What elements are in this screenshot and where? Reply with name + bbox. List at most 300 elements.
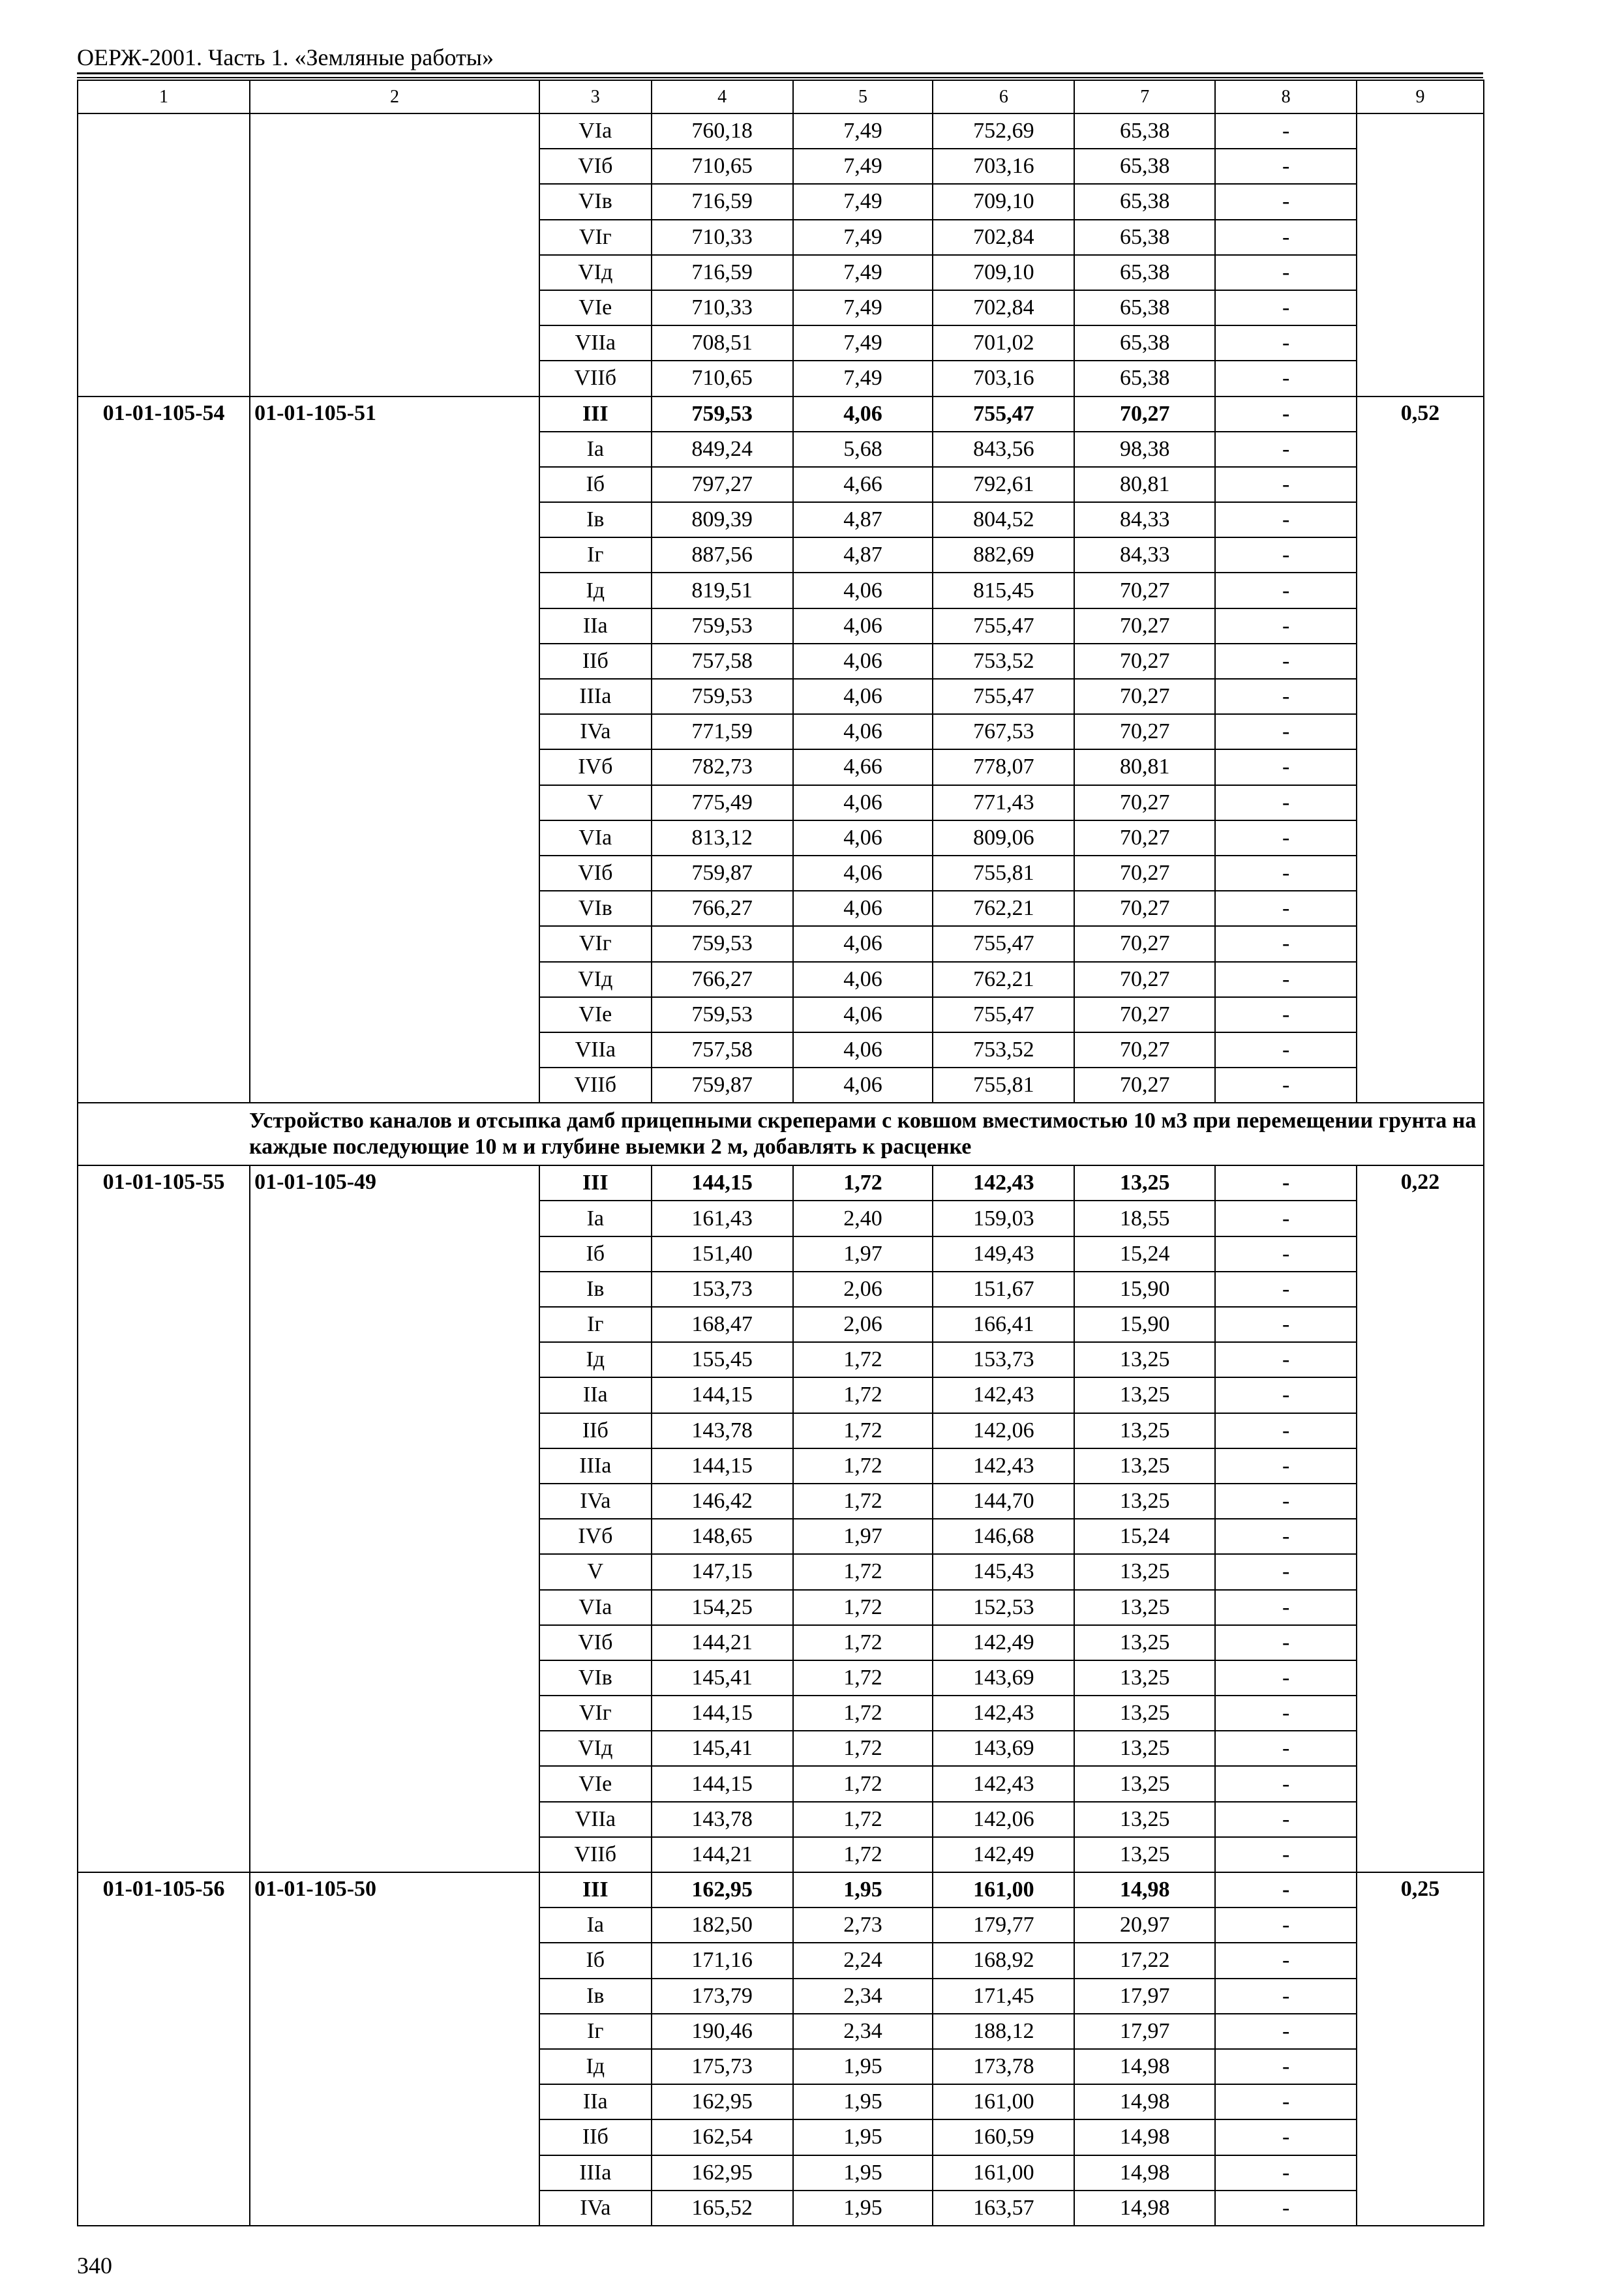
zone-cell: VIд: [539, 1731, 652, 1766]
operator-wage-cell: 14,98: [1074, 2119, 1215, 2155]
machine-cost-cell: 149,43: [933, 1236, 1074, 1272]
labor-cost-cell: 1,72: [793, 1802, 933, 1837]
direct-cost-cell: 168,47: [652, 1307, 793, 1342]
material-cost-cell: -: [1215, 1872, 1357, 1908]
operator-wage-cell: 80,81: [1074, 467, 1215, 502]
machine-cost-cell: 882,69: [933, 537, 1074, 573]
labor-cost-cell: 1,95: [793, 2155, 933, 2191]
labor-coefficient-cell: [1357, 113, 1484, 396]
zone-cell: IIб: [539, 1413, 652, 1448]
machine-cost-cell: 762,21: [933, 891, 1074, 926]
machine-cost-cell: 843,56: [933, 432, 1074, 467]
material-cost-cell: -: [1215, 290, 1357, 325]
column-number-row: [78, 80, 1484, 113]
material-cost-cell: -: [1215, 1201, 1357, 1236]
operator-wage-cell: 70,27: [1074, 926, 1215, 961]
labor-cost-cell: 1,95: [793, 2084, 933, 2119]
rate-code-cell: 01-01-105-55: [78, 1165, 250, 1872]
labor-cost-cell: 1,95: [793, 1872, 933, 1908]
zone-cell: IIб: [539, 644, 652, 679]
material-cost-cell: -: [1215, 184, 1357, 219]
zone-cell: III: [539, 1872, 652, 1908]
direct-cost-cell: 759,87: [652, 856, 793, 891]
machine-cost-cell: 143,69: [933, 1731, 1074, 1766]
direct-cost-cell: 797,27: [652, 467, 793, 502]
labor-cost-cell: 4,06: [793, 396, 933, 432]
operator-wage-cell: 13,25: [1074, 1377, 1215, 1413]
material-cost-cell: -: [1215, 1766, 1357, 1801]
operator-wage-cell: 13,25: [1074, 1448, 1215, 1484]
operator-wage-cell: 14,98: [1074, 2049, 1215, 2084]
zone-cell: VIв: [539, 184, 652, 219]
material-cost-cell: -: [1215, 1554, 1357, 1589]
material-cost-cell: -: [1215, 2119, 1357, 2155]
machine-cost-cell: 755,47: [933, 997, 1074, 1032]
material-cost-cell: -: [1215, 149, 1357, 184]
machine-cost-cell: 762,21: [933, 962, 1074, 997]
direct-cost-cell: 759,53: [652, 608, 793, 644]
direct-cost-cell: 757,58: [652, 1032, 793, 1068]
rates-table: [77, 80, 1484, 2226]
material-cost-cell: -: [1215, 1731, 1357, 1766]
material-cost-cell: -: [1215, 749, 1357, 785]
operator-wage-cell: 65,38: [1074, 290, 1215, 325]
labor-cost-cell: 1,72: [793, 1554, 933, 1589]
material-cost-cell: -: [1215, 1696, 1357, 1731]
page-header: [77, 43, 1483, 72]
machine-cost-cell: 145,43: [933, 1554, 1074, 1589]
machine-cost-cell: 755,81: [933, 1068, 1074, 1103]
labor-cost-cell: 4,06: [793, 785, 933, 820]
machine-cost-cell: 142,49: [933, 1625, 1074, 1660]
material-cost-cell: -: [1215, 1908, 1357, 1943]
direct-cost-cell: 162,95: [652, 2155, 793, 2191]
operator-wage-cell: 65,38: [1074, 113, 1215, 149]
zone-cell: VIIб: [539, 1068, 652, 1103]
zone-cell: VIIa: [539, 1802, 652, 1837]
material-cost-cell: -: [1215, 1802, 1357, 1837]
machine-cost-cell: 173,78: [933, 2049, 1074, 2084]
labor-cost-cell: 4,66: [793, 749, 933, 785]
machine-cost-cell: 146,68: [933, 1519, 1074, 1554]
material-cost-cell: -: [1215, 679, 1357, 714]
operator-wage-cell: 65,38: [1074, 184, 1215, 219]
labor-cost-cell: 7,49: [793, 149, 933, 184]
direct-cost-cell: 162,54: [652, 2119, 793, 2155]
labor-cost-cell: 7,49: [793, 184, 933, 219]
zone-cell: VIг: [539, 926, 652, 961]
zone-cell: IIa: [539, 1377, 652, 1413]
operator-wage-cell: 15,24: [1074, 1519, 1215, 1554]
labor-cost-cell: 7,49: [793, 255, 933, 290]
direct-cost-cell: 759,53: [652, 396, 793, 432]
labor-cost-cell: 4,06: [793, 1068, 933, 1103]
machine-cost-cell: 168,92: [933, 1943, 1074, 1978]
table-row: [78, 113, 1484, 149]
direct-cost-cell: 809,39: [652, 502, 793, 537]
direct-cost-cell: 759,53: [652, 926, 793, 961]
direct-cost-cell: 144,15: [652, 1165, 793, 1201]
direct-cost-cell: 162,95: [652, 1872, 793, 1908]
operator-wage-cell: 13,25: [1074, 1660, 1215, 1696]
labor-cost-cell: 1,72: [793, 1625, 933, 1660]
material-cost-cell: -: [1215, 1943, 1357, 1978]
material-cost-cell: -: [1215, 1272, 1357, 1307]
zone-cell: VIб: [539, 856, 652, 891]
machine-cost-cell: 702,84: [933, 290, 1074, 325]
machine-cost-cell: 792,61: [933, 467, 1074, 502]
header-rule: [77, 77, 1483, 78]
operator-wage-cell: 70,27: [1074, 714, 1215, 749]
labor-cost-cell: 4,87: [793, 537, 933, 573]
operator-wage-cell: 84,33: [1074, 537, 1215, 573]
material-cost-cell: -: [1215, 537, 1357, 573]
machine-cost-cell: 755,47: [933, 396, 1074, 432]
labor-cost-cell: 7,49: [793, 113, 933, 149]
base-rate-cell: 01-01-105-51: [250, 396, 539, 1103]
labor-cost-cell: 7,49: [793, 290, 933, 325]
operator-wage-cell: 13,25: [1074, 1766, 1215, 1801]
operator-wage-cell: 65,38: [1074, 149, 1215, 184]
operator-wage-cell: 70,27: [1074, 856, 1215, 891]
labor-cost-cell: 1,72: [793, 1766, 933, 1801]
direct-cost-cell: 849,24: [652, 432, 793, 467]
zone-cell: V: [539, 785, 652, 820]
zone-cell: IIб: [539, 2119, 652, 2155]
direct-cost-cell: 759,53: [652, 997, 793, 1032]
direct-cost-cell: 766,27: [652, 962, 793, 997]
material-cost-cell: -: [1215, 361, 1357, 396]
table-row: [78, 1872, 1484, 1908]
labor-cost-cell: 7,49: [793, 325, 933, 361]
material-cost-cell: -: [1215, 2191, 1357, 2226]
material-cost-cell: -: [1215, 1307, 1357, 1342]
zone-cell: VIa: [539, 113, 652, 149]
machine-cost-cell: 153,73: [933, 1342, 1074, 1377]
operator-wage-cell: 70,27: [1074, 644, 1215, 679]
material-cost-cell: -: [1215, 432, 1357, 467]
machine-cost-cell: 143,69: [933, 1660, 1074, 1696]
machine-cost-cell: 159,03: [933, 1201, 1074, 1236]
zone-cell: III: [539, 396, 652, 432]
material-cost-cell: -: [1215, 856, 1357, 891]
zone-cell: IVб: [539, 1519, 652, 1554]
labor-cost-cell: 1,72: [793, 1448, 933, 1484]
column-number: 3: [539, 80, 652, 113]
labor-cost-cell: 2,34: [793, 2014, 933, 2049]
machine-cost-cell: 771,43: [933, 785, 1074, 820]
machine-cost-cell: 161,00: [933, 1872, 1074, 1908]
rate-code-cell: [78, 113, 250, 396]
labor-cost-cell: 5,68: [793, 432, 933, 467]
column-number: 2: [250, 80, 539, 113]
labor-cost-cell: 4,06: [793, 820, 933, 856]
direct-cost-cell: 145,41: [652, 1660, 793, 1696]
machine-cost-cell: 709,10: [933, 184, 1074, 219]
column-number: 1: [78, 80, 250, 113]
operator-wage-cell: 70,27: [1074, 997, 1215, 1032]
direct-cost-cell: 144,15: [652, 1448, 793, 1484]
direct-cost-cell: 775,49: [652, 785, 793, 820]
machine-cost-cell: 152,53: [933, 1590, 1074, 1625]
operator-wage-cell: 15,90: [1074, 1307, 1215, 1342]
direct-cost-cell: 760,18: [652, 113, 793, 149]
material-cost-cell: -: [1215, 2155, 1357, 2191]
labor-cost-cell: 4,06: [793, 891, 933, 926]
machine-cost-cell: 753,52: [933, 1032, 1074, 1068]
zone-cell: Iб: [539, 1236, 652, 1272]
zone-cell: VIг: [539, 220, 652, 255]
material-cost-cell: -: [1215, 1979, 1357, 2014]
material-cost-cell: -: [1215, 608, 1357, 644]
material-cost-cell: -: [1215, 1660, 1357, 1696]
labor-cost-cell: 1,72: [793, 1696, 933, 1731]
machine-cost-cell: 778,07: [933, 749, 1074, 785]
zone-cell: VIб: [539, 149, 652, 184]
machine-cost-cell: 142,49: [933, 1837, 1074, 1872]
direct-cost-cell: 175,73: [652, 2049, 793, 2084]
material-cost-cell: -: [1215, 1342, 1357, 1377]
operator-wage-cell: 65,38: [1074, 325, 1215, 361]
labor-cost-cell: 4,06: [793, 926, 933, 961]
page-number: 340: [77, 2252, 112, 2279]
direct-cost-cell: 710,65: [652, 149, 793, 184]
machine-cost-cell: 171,45: [933, 1979, 1074, 2014]
header-rule: [77, 72, 1483, 74]
operator-wage-cell: 70,27: [1074, 1068, 1215, 1103]
operator-wage-cell: 65,38: [1074, 361, 1215, 396]
operator-wage-cell: 70,27: [1074, 891, 1215, 926]
machine-cost-cell: 755,47: [933, 679, 1074, 714]
direct-cost-cell: 710,33: [652, 220, 793, 255]
zone-cell: Iб: [539, 467, 652, 502]
direct-cost-cell: 757,58: [652, 644, 793, 679]
direct-cost-cell: 759,53: [652, 679, 793, 714]
labor-cost-cell: 1,72: [793, 1731, 933, 1766]
machine-cost-cell: 142,43: [933, 1377, 1074, 1413]
zone-cell: IIa: [539, 2084, 652, 2119]
machine-cost-cell: 709,10: [933, 255, 1074, 290]
labor-cost-cell: 2,34: [793, 1979, 933, 2014]
operator-wage-cell: 65,38: [1074, 255, 1215, 290]
labor-cost-cell: 1,72: [793, 1377, 933, 1413]
zone-cell: Iв: [539, 1272, 652, 1307]
direct-cost-cell: 173,79: [652, 1979, 793, 2014]
zone-cell: IVa: [539, 714, 652, 749]
labor-cost-cell: 4,06: [793, 644, 933, 679]
machine-cost-cell: 702,84: [933, 220, 1074, 255]
material-cost-cell: -: [1215, 820, 1357, 856]
material-cost-cell: -: [1215, 1519, 1357, 1554]
material-cost-cell: -: [1215, 2014, 1357, 2049]
zone-cell: Iд: [539, 1342, 652, 1377]
material-cost-cell: -: [1215, 962, 1357, 997]
machine-cost-cell: 161,00: [933, 2155, 1074, 2191]
zone-cell: VIв: [539, 891, 652, 926]
operator-wage-cell: 15,24: [1074, 1236, 1215, 1272]
operator-wage-cell: 17,97: [1074, 2014, 1215, 2049]
direct-cost-cell: 190,46: [652, 2014, 793, 2049]
zone-cell: Iв: [539, 1979, 652, 2014]
operator-wage-cell: 14,98: [1074, 2155, 1215, 2191]
column-number: 4: [652, 80, 793, 113]
table-row: [78, 1165, 1484, 1201]
material-cost-cell: -: [1215, 997, 1357, 1032]
direct-cost-cell: 144,15: [652, 1696, 793, 1731]
machine-cost-cell: 767,53: [933, 714, 1074, 749]
operator-wage-cell: 13,25: [1074, 1731, 1215, 1766]
machine-cost-cell: 804,52: [933, 502, 1074, 537]
material-cost-cell: -: [1215, 1448, 1357, 1484]
operator-wage-cell: 14,98: [1074, 1872, 1215, 1908]
zone-cell: Iг: [539, 1307, 652, 1342]
zone-cell: VIд: [539, 255, 652, 290]
labor-cost-cell: 2,06: [793, 1307, 933, 1342]
operator-wage-cell: 70,27: [1074, 608, 1215, 644]
operator-wage-cell: 13,25: [1074, 1802, 1215, 1837]
labor-cost-cell: 4,06: [793, 679, 933, 714]
machine-cost-cell: 752,69: [933, 113, 1074, 149]
operator-wage-cell: 13,25: [1074, 1165, 1215, 1201]
labor-cost-cell: 7,49: [793, 220, 933, 255]
direct-cost-cell: 147,15: [652, 1554, 793, 1589]
zone-cell: VIa: [539, 1590, 652, 1625]
labor-cost-cell: 4,06: [793, 962, 933, 997]
machine-cost-cell: 703,16: [933, 149, 1074, 184]
direct-cost-cell: 143,78: [652, 1413, 793, 1448]
table-row: [78, 396, 1484, 432]
labor-cost-cell: 4,06: [793, 997, 933, 1032]
operator-wage-cell: 14,98: [1074, 2191, 1215, 2226]
labor-cost-cell: 1,97: [793, 1236, 933, 1272]
material-cost-cell: -: [1215, 926, 1357, 961]
zone-cell: VIa: [539, 820, 652, 856]
labor-cost-cell: 2,40: [793, 1201, 933, 1236]
machine-cost-cell: 755,47: [933, 608, 1074, 644]
direct-cost-cell: 161,43: [652, 1201, 793, 1236]
material-cost-cell: -: [1215, 502, 1357, 537]
zone-cell: VIд: [539, 962, 652, 997]
zone-cell: VIб: [539, 1625, 652, 1660]
labor-cost-cell: 2,24: [793, 1943, 933, 1978]
machine-cost-cell: 151,67: [933, 1272, 1074, 1307]
direct-cost-cell: 155,45: [652, 1342, 793, 1377]
zone-cell: III: [539, 1165, 652, 1201]
material-cost-cell: -: [1215, 573, 1357, 608]
column-number: 7: [1074, 80, 1215, 113]
labor-cost-cell: 7,49: [793, 361, 933, 396]
column-number: 5: [793, 80, 933, 113]
direct-cost-cell: 146,42: [652, 1484, 793, 1519]
zone-cell: Ia: [539, 1201, 652, 1236]
operator-wage-cell: 14,98: [1074, 2084, 1215, 2119]
zone-cell: IVa: [539, 2191, 652, 2226]
machine-cost-cell: 142,43: [933, 1766, 1074, 1801]
operator-wage-cell: 98,38: [1074, 432, 1215, 467]
direct-cost-cell: 151,40: [652, 1236, 793, 1272]
material-cost-cell: -: [1215, 2084, 1357, 2119]
base-rate-cell: 01-01-105-49: [250, 1165, 539, 1872]
direct-cost-cell: 162,95: [652, 2084, 793, 2119]
operator-wage-cell: 18,55: [1074, 1201, 1215, 1236]
labor-coefficient-cell: 0,25: [1357, 1872, 1484, 2226]
operator-wage-cell: 70,27: [1074, 573, 1215, 608]
material-cost-cell: -: [1215, 1590, 1357, 1625]
machine-cost-cell: 142,43: [933, 1696, 1074, 1731]
direct-cost-cell: 782,73: [652, 749, 793, 785]
machine-cost-cell: 160,59: [933, 2119, 1074, 2155]
operator-wage-cell: 70,27: [1074, 679, 1215, 714]
direct-cost-cell: 819,51: [652, 573, 793, 608]
material-cost-cell: -: [1215, 785, 1357, 820]
direct-cost-cell: 148,65: [652, 1519, 793, 1554]
operator-wage-cell: 70,27: [1074, 785, 1215, 820]
direct-cost-cell: 171,16: [652, 1943, 793, 1978]
labor-cost-cell: 4,06: [793, 714, 933, 749]
zone-cell: Iд: [539, 2049, 652, 2084]
direct-cost-cell: 144,21: [652, 1625, 793, 1660]
zone-cell: IIa: [539, 608, 652, 644]
zone-cell: VIе: [539, 997, 652, 1032]
operator-wage-cell: 17,22: [1074, 1943, 1215, 1978]
direct-cost-cell: 708,51: [652, 325, 793, 361]
labor-cost-cell: 4,66: [793, 467, 933, 502]
zone-cell: Iв: [539, 502, 652, 537]
machine-cost-cell: 142,06: [933, 1802, 1074, 1837]
direct-cost-cell: 143,78: [652, 1802, 793, 1837]
labor-cost-cell: 1,95: [793, 2049, 933, 2084]
operator-wage-cell: 13,25: [1074, 1342, 1215, 1377]
material-cost-cell: -: [1215, 255, 1357, 290]
direct-cost-cell: 144,15: [652, 1766, 793, 1801]
labor-coefficient-cell: 0,52: [1357, 396, 1484, 1103]
labor-cost-cell: 1,95: [793, 2119, 933, 2155]
direct-cost-cell: 716,59: [652, 255, 793, 290]
material-cost-cell: -: [1215, 1837, 1357, 1872]
base-rate-cell: [250, 113, 539, 396]
machine-cost-cell: 142,43: [933, 1165, 1074, 1201]
zone-cell: VIг: [539, 1696, 652, 1731]
labor-cost-cell: 4,06: [793, 573, 933, 608]
zone-cell: VIIб: [539, 361, 652, 396]
machine-cost-cell: 815,45: [933, 573, 1074, 608]
machine-cost-cell: 703,16: [933, 361, 1074, 396]
labor-cost-cell: 1,72: [793, 1660, 933, 1696]
material-cost-cell: -: [1215, 325, 1357, 361]
operator-wage-cell: 13,25: [1074, 1625, 1215, 1660]
material-cost-cell: -: [1215, 220, 1357, 255]
labor-cost-cell: 1,72: [793, 1165, 933, 1201]
zone-cell: IVa: [539, 1484, 652, 1519]
machine-cost-cell: 142,06: [933, 1413, 1074, 1448]
labor-coefficient-cell: 0,22: [1357, 1165, 1484, 1872]
zone-cell: IIIa: [539, 679, 652, 714]
direct-cost-cell: 144,21: [652, 1837, 793, 1872]
zone-cell: Iб: [539, 1943, 652, 1978]
material-cost-cell: -: [1215, 1413, 1357, 1448]
labor-cost-cell: 1,97: [793, 1519, 933, 1554]
direct-cost-cell: 887,56: [652, 537, 793, 573]
zone-cell: VIIб: [539, 1837, 652, 1872]
zone-cell: Iг: [539, 537, 652, 573]
material-cost-cell: -: [1215, 1032, 1357, 1068]
material-cost-cell: -: [1215, 467, 1357, 502]
zone-cell: IIIa: [539, 2155, 652, 2191]
labor-cost-cell: 4,06: [793, 1032, 933, 1068]
operator-wage-cell: 84,33: [1074, 502, 1215, 537]
zone-cell: IIIa: [539, 1448, 652, 1484]
zone-cell: V: [539, 1554, 652, 1589]
